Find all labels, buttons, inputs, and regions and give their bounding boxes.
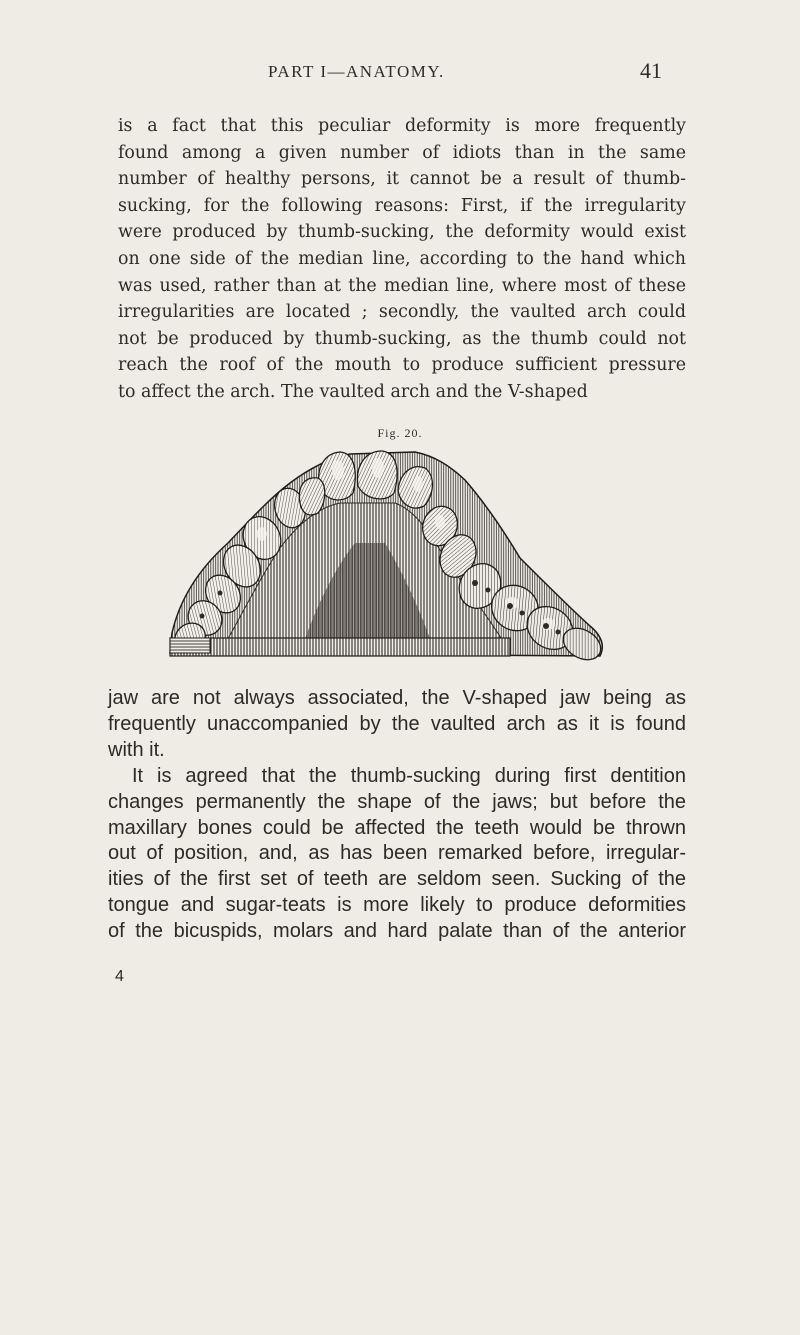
text-line: found among a given number of idiots than in the same bbox=[118, 142, 686, 163]
page-number: 41 bbox=[640, 58, 662, 83]
paragraph-2 bbox=[108, 686, 686, 763]
text-line: on one side of the median line, according to the hand which bbox=[118, 248, 686, 269]
text-line: tongue and sugar-teats is more likely to produce deformities bbox=[108, 893, 686, 916]
text-line: not be produced by thumb-sucking, as the thumb could not bbox=[118, 328, 686, 349]
figure-caption: Fig. 20. bbox=[377, 426, 423, 440]
text-line: were produced by thumb-sucking, the deformity would exist bbox=[118, 222, 686, 243]
text-line: reach the roof of the mouth to produce sufficient pressure bbox=[118, 355, 686, 376]
text-line: changes permanently the shape of the jaws; but before the bbox=[108, 790, 686, 813]
text-line: sucking, for the following reasons: First, if the irregularity bbox=[118, 195, 686, 216]
signature-mark: 4 bbox=[115, 968, 124, 985]
text-line: to affect the arch. The vaulted arch and the V-shaped bbox=[118, 381, 588, 402]
text-line: out of position, and, as has been remarked before, irregular- bbox=[108, 842, 686, 865]
text-line: is a fact that this peculiar deformity is more frequently bbox=[118, 116, 686, 136]
paragraph-1 bbox=[118, 113, 686, 406]
v-shaped-jaw-engraving bbox=[150, 448, 675, 663]
figure-illustration bbox=[150, 448, 675, 663]
text-line: with it. bbox=[108, 738, 165, 761]
running-head bbox=[0, 58, 800, 88]
text-line: of the bicuspids, molars and hard palate than of the anterior bbox=[108, 919, 686, 942]
text-line: maxillary bones could be affected the teeth would be thrown bbox=[108, 816, 686, 839]
running-head-title: PART I—ANATOMY. bbox=[268, 62, 445, 81]
text-line: number of healthy persons, it cannot be a result of thumb- bbox=[118, 169, 686, 190]
text-line: irregularities are located ; secondly, the vaulted arch could bbox=[118, 302, 686, 323]
left-shelf bbox=[170, 638, 210, 653]
text-line: was used, rather than at the median line, where most of these bbox=[118, 275, 686, 296]
text-line: jaw are not always associated, the V-shaped jaw being as bbox=[108, 687, 686, 709]
text-line: ities of the first set of teeth are seldom seen. Sucking of the bbox=[108, 868, 686, 891]
gum-band bbox=[170, 638, 510, 656]
text-line: frequently unaccompanied by the vaulted arch as it is found bbox=[108, 712, 686, 735]
paragraph-3 bbox=[108, 764, 686, 945]
text-line bbox=[108, 764, 686, 790]
text-line-content: It is agreed that the thumb-sucking during first dentition bbox=[132, 765, 686, 787]
